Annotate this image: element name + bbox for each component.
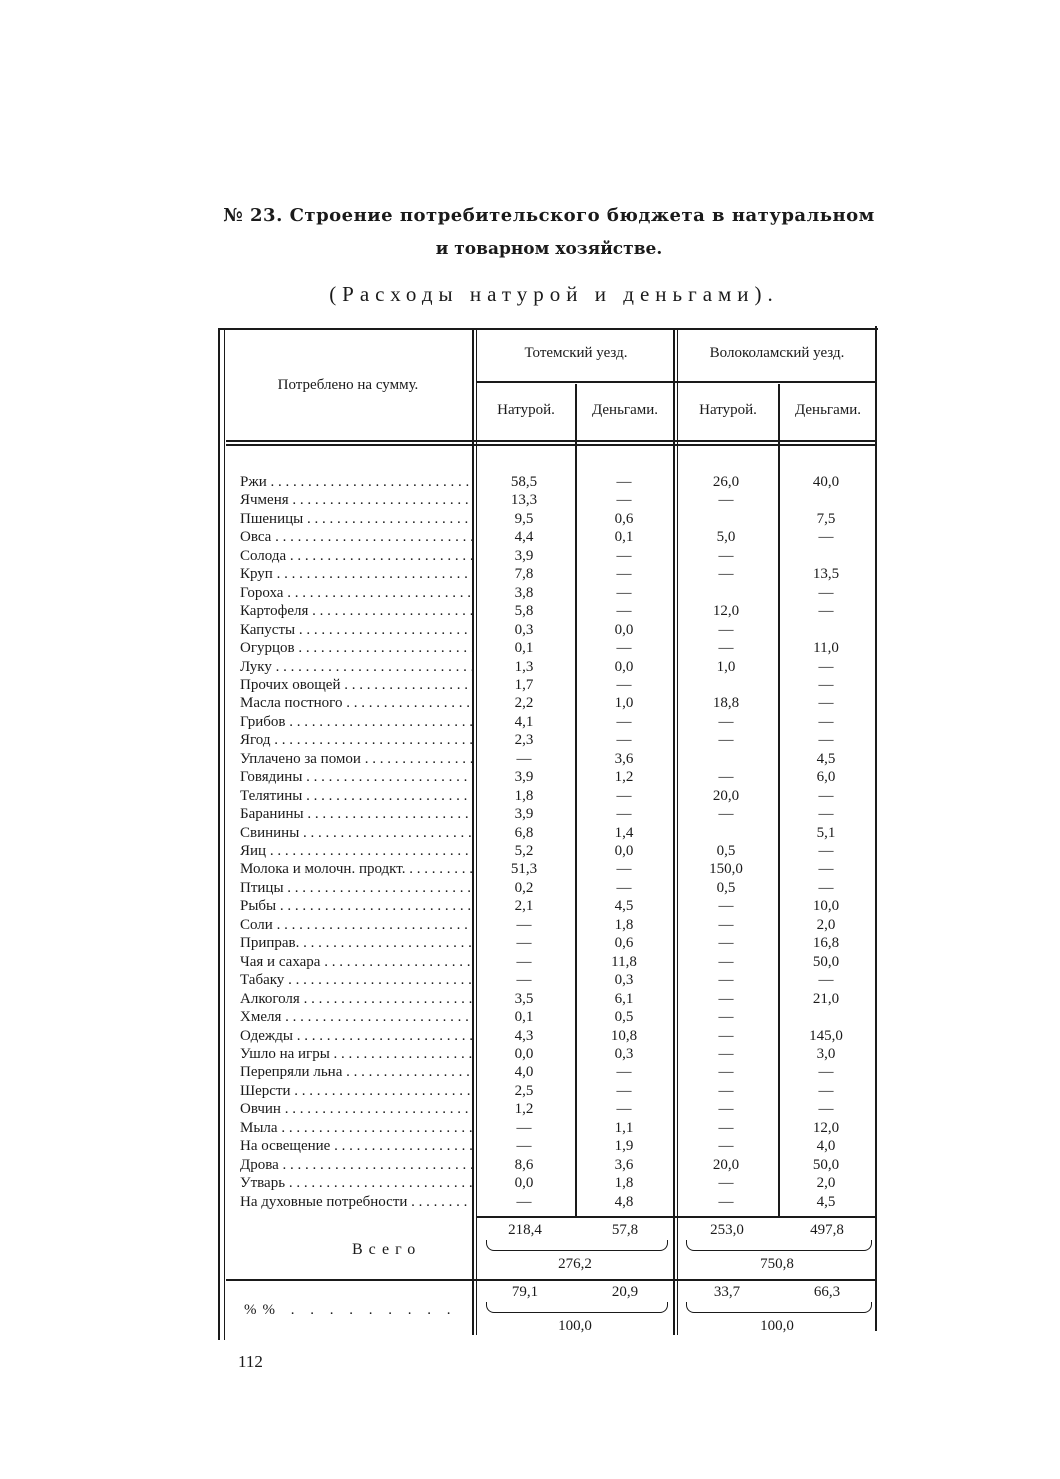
row-value-col-4: — — [818, 972, 834, 989]
row-value-col-1: 0,2 — [514, 879, 534, 896]
body-bottom-rule — [476, 1216, 876, 1218]
row-value-col-3: 150,0 — [709, 861, 743, 878]
row-value-col-3: — — [718, 1119, 734, 1136]
table-row — [240, 1137, 880, 1155]
table-row — [240, 676, 880, 694]
table-row — [240, 694, 880, 712]
row-label: Чая и сахара . . . — [240, 953, 472, 971]
row-value-col-3: 18,8 — [712, 695, 740, 712]
row-label: Ушло на игры . . . — [240, 1045, 472, 1063]
row-value-col-2: — — [616, 584, 632, 601]
row-value-col-1: — — [516, 916, 532, 933]
row-value-col-4: 7,5 — [816, 510, 836, 527]
row-value-col-2: — — [616, 640, 632, 657]
row-value-col-4: 11,0 — [813, 640, 839, 657]
totals-brace-1 — [486, 1240, 668, 1251]
row-value-col-3: — — [718, 806, 734, 823]
row-value-col-3: — — [718, 1009, 734, 1026]
row-label: Ржи . . . — [240, 473, 472, 491]
row-value-col-3: 12,0 — [712, 603, 740, 620]
row-value-col-1: 1,7 — [514, 676, 534, 693]
total-value-4: 497,8 — [810, 1222, 844, 1238]
table-row — [240, 602, 880, 620]
table-row — [240, 473, 880, 491]
table-title-line-2: и товарном хозяйстве. — [435, 239, 663, 259]
table-row — [240, 916, 880, 934]
table-row — [240, 1100, 880, 1118]
row-value-col-1: 2,5 — [514, 1082, 534, 1099]
row-value-col-2: 3,6 — [614, 1156, 634, 1173]
col-header-money-1: Деньгами. — [591, 402, 659, 418]
table-row — [240, 1008, 880, 1026]
row-value-col-1: 5,8 — [514, 603, 534, 620]
row-value-col-1: 4,4 — [514, 529, 534, 546]
page-number: 112 — [238, 1352, 263, 1371]
table-row — [240, 750, 880, 768]
row-value-col-2: 0,1 — [614, 529, 634, 546]
row-value-col-2: — — [616, 732, 632, 749]
table-row — [240, 584, 880, 602]
row-value-col-4: 145,0 — [809, 1027, 843, 1044]
row-value-col-4: — — [818, 584, 834, 601]
row-value-col-4: — — [818, 1064, 834, 1081]
row-value-col-2: — — [616, 1064, 632, 1081]
percent-value-3: 33,7 — [713, 1284, 741, 1300]
totals-label: Всего — [352, 1241, 422, 1258]
row-value-col-2: 0,3 — [614, 972, 634, 989]
col-header-money-2: Деньгами. — [794, 402, 862, 418]
table-row — [240, 510, 880, 528]
row-value-col-3: — — [718, 1045, 734, 1062]
row-value-col-2: — — [616, 1082, 632, 1099]
total-value-3: 253,0 — [710, 1222, 744, 1238]
row-value-col-3: — — [718, 1193, 734, 1210]
row-value-col-2: 0,0 — [614, 843, 634, 859]
row-label: Прочих овощей . . . — [240, 676, 472, 694]
row-value-col-1: 0,3 — [514, 621, 534, 638]
row-value-col-2: 6,1 — [614, 990, 634, 1007]
row-value-col-1: 3,9 — [514, 806, 534, 823]
row-value-col-4: — — [818, 732, 834, 749]
table-row — [240, 1027, 880, 1045]
row-value-col-2: 4,5 — [614, 898, 634, 915]
row-value-col-3: — — [718, 1082, 734, 1099]
row-value-col-2: 0,6 — [614, 510, 634, 527]
table-row — [240, 787, 880, 805]
row-value-col-2: — — [616, 861, 632, 878]
table-row — [240, 1119, 880, 1137]
row-value-col-1: — — [516, 935, 532, 952]
row-value-col-2: 1,0 — [614, 695, 634, 712]
row-value-col-3: — — [718, 898, 734, 915]
row-value-col-1: 13,3 — [510, 492, 538, 509]
row-value-col-1: 8,6 — [514, 1156, 534, 1173]
row-value-col-2: 0,3 — [614, 1045, 634, 1062]
table-row — [240, 639, 880, 657]
row-value-col-4: 50,0 — [812, 953, 840, 970]
table-row — [240, 547, 880, 565]
row-value-col-3: — — [718, 953, 734, 970]
row-value-col-4: — — [818, 676, 834, 693]
row-label: Рыбы . . . — [240, 897, 472, 915]
row-value-col-2: — — [616, 879, 632, 896]
row-label: Солода . . . — [240, 547, 472, 565]
table-row — [240, 990, 880, 1008]
percent-brace-1 — [486, 1302, 668, 1313]
row-value-col-2: 1,2 — [614, 769, 634, 786]
row-value-col-2: — — [616, 566, 632, 583]
row-label: Мыла . . . — [240, 1119, 472, 1137]
table-row — [240, 768, 880, 786]
row-label: Утварь . . . — [240, 1174, 472, 1192]
row-label: Свинины . . . — [240, 824, 472, 842]
total-value-1: 218,4 — [508, 1222, 542, 1238]
region-divider-rule — [476, 381, 876, 383]
row-value-col-4: — — [818, 529, 834, 546]
row-value-col-3: — — [718, 1101, 734, 1118]
table-row — [240, 1174, 880, 1192]
row-label: Луку . . . — [240, 658, 472, 676]
row-value-col-1: — — [516, 1119, 532, 1136]
row-value-col-1: 1,3 — [514, 658, 534, 675]
row-value-col-1: 3,5 — [514, 990, 534, 1007]
row-value-col-4: 5,1 — [816, 824, 836, 841]
percent-value-4: 66,3 — [813, 1284, 841, 1300]
row-value-col-3: 26,0 — [712, 474, 740, 490]
row-value-col-4: 3,0 — [816, 1045, 836, 1062]
total-sum-totma: 276,2 — [558, 1256, 592, 1272]
region-header-volokolamsk: Волоколамский уезд. — [709, 345, 845, 361]
row-value-col-3: 20,0 — [712, 1156, 740, 1173]
row-value-col-2: — — [616, 713, 632, 730]
row-value-col-4: 4,0 — [816, 1138, 836, 1155]
row-value-col-1: — — [516, 1193, 532, 1210]
table-left-border-inner — [224, 330, 225, 1340]
row-value-col-2: — — [616, 806, 632, 823]
row-label: Овса . . . — [240, 528, 472, 546]
percent-sum-volokolamsk: 100,0 — [760, 1318, 794, 1334]
row-value-col-4: 6,0 — [816, 769, 836, 786]
row-value-col-3: 0,5 — [716, 879, 736, 896]
table-row — [240, 897, 880, 915]
row-value-col-2: — — [616, 676, 632, 693]
totals-bottom-rule — [226, 1279, 876, 1281]
row-value-col-2: 0,0 — [614, 658, 634, 675]
row-value-col-1: 4,3 — [514, 1027, 534, 1044]
row-value-col-1: 2,3 — [514, 732, 534, 749]
row-label: Ягод . . . — [240, 731, 472, 749]
row-value-col-4: — — [818, 603, 834, 620]
row-value-col-2: 1,8 — [614, 916, 634, 933]
row-label: Яиц . . . — [240, 842, 472, 860]
row-label-header: Потреблено на сумму. — [277, 377, 419, 393]
row-value-col-1: — — [516, 1138, 532, 1155]
table-row — [240, 1063, 880, 1081]
row-label: Молока и молочн. продкт. . . . — [240, 860, 472, 878]
table-subtitle: (Расходы натурой и деньгами). — [329, 282, 779, 306]
table-row — [240, 621, 880, 639]
row-value-col-1: 51,3 — [510, 861, 538, 878]
row-value-col-4: 4,5 — [816, 1193, 836, 1210]
row-value-col-3: — — [718, 547, 734, 564]
row-value-col-2: 1,4 — [614, 824, 634, 841]
row-value-col-4: — — [818, 843, 834, 859]
row-label: Огурцов . . . — [240, 639, 472, 657]
row-value-col-4: — — [818, 1101, 834, 1118]
row-label: На освещение . . . — [240, 1137, 472, 1155]
row-value-col-1: 6,8 — [514, 824, 534, 841]
row-value-col-1: 0,1 — [514, 1009, 534, 1026]
row-value-col-3: 0,5 — [716, 843, 736, 859]
table-row — [240, 971, 880, 989]
row-label: На духовные потребности . . . — [240, 1193, 472, 1211]
row-label: Телятины . . . — [240, 787, 472, 805]
row-value-col-1: 7,8 — [514, 566, 534, 583]
row-value-col-2: 0,6 — [614, 935, 634, 952]
table-row — [240, 1082, 880, 1100]
table-top-rule — [218, 328, 878, 330]
row-value-col-1: 3,9 — [514, 769, 534, 786]
row-value-col-1: — — [516, 750, 532, 767]
row-value-col-3: — — [718, 566, 734, 583]
row-value-col-3: — — [718, 640, 734, 657]
row-value-col-1: 3,9 — [514, 547, 534, 564]
row-value-col-3: 5,0 — [716, 529, 736, 546]
row-value-col-4: 40,0 — [812, 474, 840, 490]
table-row — [240, 934, 880, 952]
row-value-col-4: — — [818, 658, 834, 675]
table-row — [240, 879, 880, 897]
row-value-col-4: — — [818, 806, 834, 823]
table-row — [240, 565, 880, 583]
row-value-col-1: 1,8 — [514, 787, 534, 804]
row-value-col-3: — — [718, 1138, 734, 1155]
total-sum-volokolamsk: 750,8 — [760, 1256, 794, 1272]
row-value-col-1: 4,0 — [514, 1064, 534, 1081]
row-label: Птицы . . . — [240, 879, 472, 897]
table-row — [240, 491, 880, 509]
row-value-col-3: — — [718, 769, 734, 786]
percent-brace-2 — [686, 1302, 872, 1313]
row-value-col-1: 1,2 — [514, 1101, 534, 1118]
row-value-col-4: 12,0 — [812, 1119, 840, 1136]
row-value-col-3: — — [718, 1175, 734, 1192]
row-value-col-4: 4,5 — [816, 750, 836, 767]
row-label: Алкоголя . . . — [240, 990, 472, 1008]
row-value-col-1: 2,1 — [514, 898, 534, 915]
row-label: Капусты . . . — [240, 621, 472, 639]
table-row — [240, 1045, 880, 1063]
row-value-col-1: — — [516, 953, 532, 970]
row-value-col-1: 5,2 — [514, 843, 534, 859]
row-value-col-3: — — [718, 1064, 734, 1081]
row-label: Масла постного . . . — [240, 694, 472, 712]
table-row — [240, 1193, 880, 1211]
row-value-col-2: 4,8 — [614, 1193, 634, 1210]
table-row — [240, 953, 880, 971]
row-value-col-2: 1,9 — [614, 1138, 634, 1155]
row-label: Овчин . . . — [240, 1100, 472, 1118]
table-row — [240, 713, 880, 731]
row-value-col-2: — — [616, 547, 632, 564]
row-value-col-4: — — [818, 879, 834, 896]
row-value-col-2: 0,0 — [614, 621, 634, 638]
row-label: Хмеля . . . — [240, 1008, 472, 1026]
row-value-col-4: — — [818, 787, 834, 804]
row-label: Баранины . . . — [240, 805, 472, 823]
row-value-col-3: 1,0 — [716, 658, 736, 675]
percent-label: %% . . . . . . . . . — [244, 1302, 457, 1318]
row-label: Уплачено за помои . . . — [240, 750, 472, 768]
row-label: Перепряли льна . . . — [240, 1063, 472, 1081]
row-value-col-3: — — [718, 1027, 734, 1044]
row-label: Ячменя . . . — [240, 491, 472, 509]
table-row — [240, 1156, 880, 1174]
percent-label-text: %% — [244, 1302, 281, 1318]
row-value-col-1: — — [516, 972, 532, 989]
table-row — [240, 658, 880, 676]
row-value-col-4: — — [818, 1082, 834, 1099]
row-value-col-2: 11,8 — [611, 953, 637, 970]
table-left-border — [218, 330, 220, 1340]
row-value-col-1: 2,2 — [514, 695, 534, 712]
table-row — [240, 805, 880, 823]
row-value-col-2: 1,8 — [614, 1175, 634, 1192]
row-value-col-1: 0,1 — [514, 640, 534, 657]
table-row — [240, 860, 880, 878]
row-value-col-1: 58,5 — [510, 474, 538, 490]
row-value-col-3: — — [718, 492, 734, 509]
row-label: Шерсти . . . — [240, 1082, 472, 1100]
row-value-col-2: — — [616, 492, 632, 509]
row-label: Пшеницы . . . — [240, 510, 472, 528]
row-value-col-3: — — [718, 732, 734, 749]
row-value-col-3: — — [718, 916, 734, 933]
row-value-col-1: 9,5 — [514, 510, 534, 527]
row-label: Приправ. . . . — [240, 934, 472, 952]
row-value-col-4: 50,0 — [812, 1156, 840, 1173]
row-value-col-1: 4,1 — [514, 713, 534, 730]
row-value-col-4: 16,8 — [812, 935, 840, 952]
row-value-col-4: 21,0 — [812, 990, 840, 1007]
row-value-col-2: 10,8 — [610, 1027, 638, 1044]
region-header-totma: Тотемский уезд. — [524, 345, 628, 361]
row-value-col-4: 2,0 — [816, 916, 836, 933]
row-value-col-2: 0,5 — [614, 1009, 634, 1026]
total-value-2: 57,8 — [611, 1222, 639, 1238]
col-header-nat-2: Натурой. — [699, 402, 757, 418]
table-row — [240, 731, 880, 749]
row-value-col-3: — — [718, 713, 734, 730]
row-value-col-2: — — [616, 474, 632, 490]
row-value-col-3: — — [718, 621, 734, 638]
row-value-col-2: 1,1 — [614, 1119, 634, 1136]
percent-value-1: 79,1 — [511, 1284, 539, 1300]
row-value-col-2: — — [616, 1101, 632, 1118]
table-row — [240, 824, 880, 842]
row-label: Табаку . . . — [240, 971, 472, 989]
row-label: Дрова . . . — [240, 1156, 472, 1174]
percent-sum-totma: 100,0 — [558, 1318, 592, 1334]
row-value-col-2: 3,6 — [614, 750, 634, 767]
row-value-col-1: 0,0 — [514, 1045, 534, 1062]
row-label: Соли . . . — [240, 916, 472, 934]
row-value-col-1: 0,0 — [514, 1175, 534, 1192]
row-value-col-4: — — [818, 695, 834, 712]
row-value-col-4: 2,0 — [816, 1175, 836, 1192]
row-value-col-1: 3,8 — [514, 584, 534, 601]
row-label: Говядины . . . — [240, 768, 472, 786]
row-value-col-2: — — [616, 603, 632, 620]
row-value-col-4: — — [818, 713, 834, 730]
row-label: Картофеля . . . — [240, 602, 472, 620]
totals-brace-2 — [686, 1240, 872, 1251]
percent-value-2: 20,9 — [611, 1284, 639, 1300]
row-value-col-3: — — [718, 990, 734, 1007]
row-label: Грибов . . . — [240, 713, 472, 731]
row-label: Одежды . . . — [240, 1027, 472, 1045]
col-header-nat-1: Натурой. — [497, 402, 555, 418]
table-title-line-1: № 23. Строение потребительского бюджета в натуральном — [223, 205, 875, 226]
row-value-col-3: — — [718, 935, 734, 952]
row-value-col-4: 13,5 — [812, 566, 840, 583]
table-row — [240, 842, 880, 860]
row-label: Круп . . . — [240, 565, 472, 583]
row-value-col-3: 20,0 — [712, 787, 740, 804]
row-label: Гороха . . . — [240, 584, 472, 602]
row-value-col-3: — — [718, 972, 734, 989]
row-value-col-4: 10,0 — [812, 898, 840, 915]
table-row — [240, 528, 880, 546]
row-value-col-2: — — [616, 787, 632, 804]
row-value-col-4: — — [818, 861, 834, 878]
